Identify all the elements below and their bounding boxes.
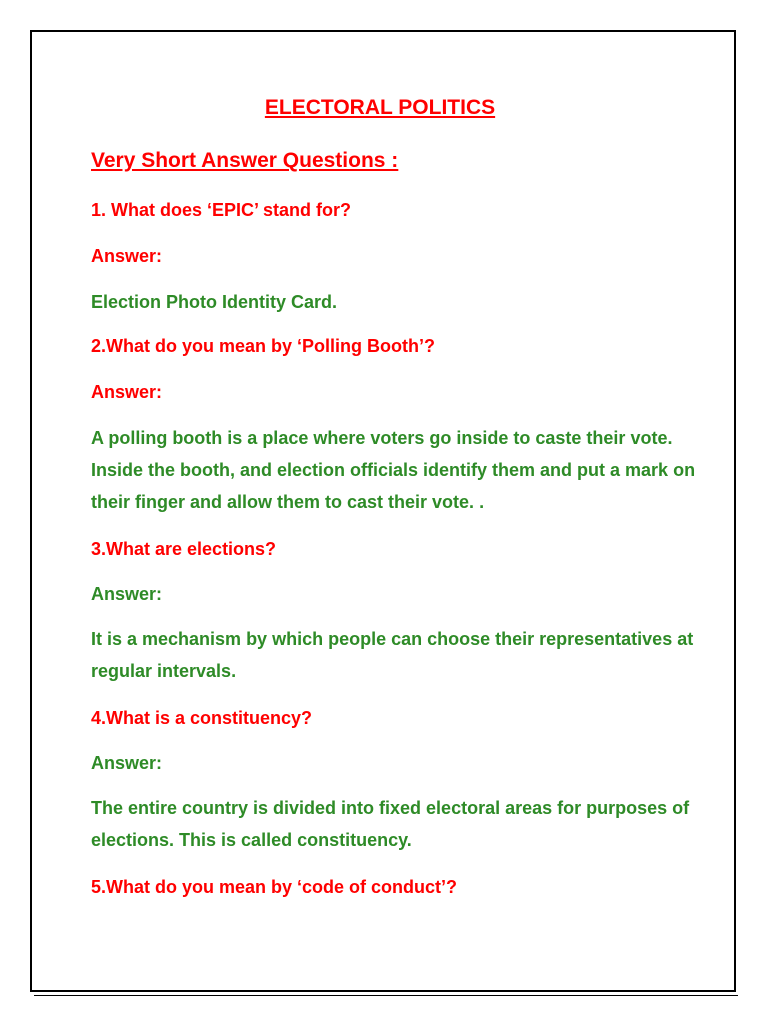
- answer-label-4: Answer:: [91, 753, 163, 773]
- question-2: 2.What do you mean by ‘Polling Booth’?: [91, 336, 435, 356]
- question-3: 3.What are elections?: [91, 539, 277, 559]
- answer-label-2: Answer:: [91, 382, 163, 402]
- question-4: 4.What is a constituency?: [91, 708, 313, 728]
- answer-2: A polling booth is a place where voters go inside to caste their vote. Inside the booth, and election officials identify them and put a mark on their finger and allow them to cast their vote. .: [91, 428, 696, 512]
- answer-4: The entire country is divided into fixed electoral areas for purposes of elections. This is called constituency.: [91, 798, 690, 850]
- answer-label-1: Answer:: [91, 246, 163, 266]
- answer-label-3: Answer:: [91, 584, 163, 604]
- document-title: ELECTORAL POLITICS: [264, 96, 496, 119]
- question-1: 1. What does ‘EPIC’ stand for?: [91, 200, 352, 220]
- answer-1: Election Photo Identity Card.: [91, 292, 338, 312]
- answer-3: It is a mechanism by which people can choose their representatives at regular intervals.: [91, 629, 694, 681]
- section-heading: Very Short Answer Questions :: [91, 149, 399, 172]
- question-5: 5.What do you mean by ‘code of conduct’?: [91, 877, 458, 897]
